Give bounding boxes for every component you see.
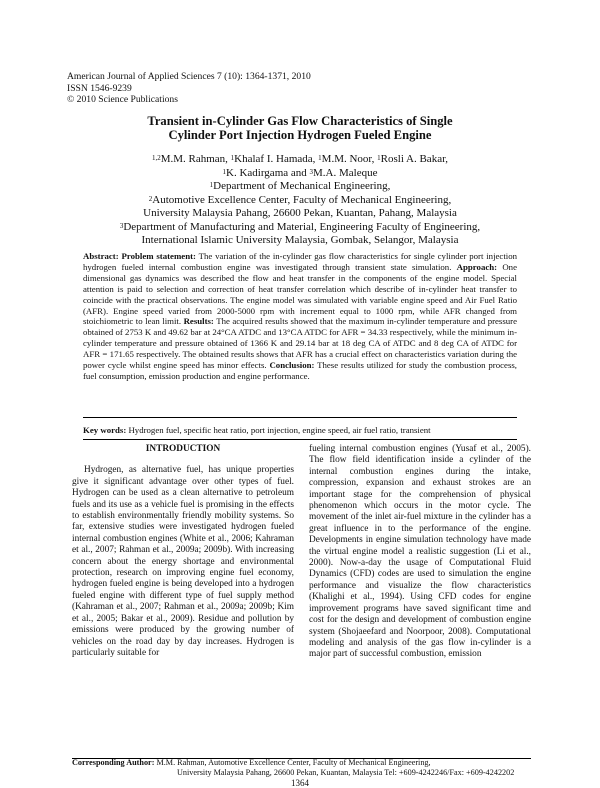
- journal-copyright: © 2010 Science Publications: [67, 94, 178, 106]
- paper-title: [80, 114, 520, 142]
- results-text: The acquired results showed that the maximum in-cylinder temperature and pressure obtained of 2753 K and 49.62 bar at 24°CA ATDC and 13°CA ATDC for AFR = 34.33 respectively, while the minimum in-cylinder temperature and pressure obtained of 1366 K and 29.14 bar at 18 deg CA of ATDC and 8 deg CA of ATDC for AFR = 171.65 respectively. The obtained results shows that AFR has a crucial effect on characteristics variation during the power cycle whilst engine speed has minor effects.: [83, 316, 518, 371]
- abstract-divider: [83, 417, 517, 418]
- corresponding-author: [72, 758, 514, 778]
- journal-citation: American Journal of Applied Sciences 7 (10): 1364-1371, 2010: [67, 71, 311, 82]
- keywords-text: Hydrogen fuel, specific heat ratio, port injection, engine speed, air fuel ratio, transient: [126, 425, 431, 435]
- section-heading-introduction: INTRODUCTION: [145, 444, 221, 454]
- keywords-divider: [83, 439, 517, 440]
- approach-label: Approach:: [456, 261, 498, 272]
- intro-paragraph-continued: fueling internal combustion engines (Yusaf et al., 2005). The flow field identification inside a cylinder of the internal combustion engines during the intake, compression, expansion and exhaust strokes are an important stage for the comprehension of physical phenomenon which occurs in the motor cycle. The movement of the inlet air-fuel mixture in the cylinder has a great influence in to the performance of the engine. Developments in engine simulation technology have made the virtual engine model a realistic suggestion (Li et al., 2000). Now-a-day the usage of Computational Fluid Dynamics (CFD) codes are used to simulation the engine performance and visualize the flow characteristics (Khalighi et al., 1994). Using CFD codes for engine improvement programs have saved significant time and cost for the design and development of combustion engine system (Shojaeefard and Noorpoor, 2008). Computational modeling and analysis of the gas flow in-cylinder is a major part of successful combustion, emission: [309, 444, 531, 660]
- author-line-1: $^{1,2}$M.M. Rahman, $^1$Khalaf I. Hamada, $^1$M.M. Noor, $^1$Rosli A. Bakar,: [151, 153, 449, 165]
- corresponding-line-2: University Malaysia Pahang, 26600 Pekan, Kuantan, Malaysia Tel: +609-4242246/Fax: +609-4242202: [177, 768, 515, 778]
- title-line-2: Cylinder Port Injection Hydrogen Fueled Engine: [168, 128, 432, 142]
- keywords: [83, 425, 517, 436]
- journal-issn: ISSN 1546-9239: [67, 82, 132, 94]
- abstract-label: Abstract:: [83, 251, 119, 261]
- body-column-left: [72, 444, 294, 659]
- conclusion-label: Conclusion:: [269, 360, 315, 371]
- affiliation-3: $^3$Department of Manufacturing and Material, Engineering Faculty of Engineering,: [119, 220, 481, 233]
- author-block: [80, 153, 520, 248]
- author-line-2: $^1$K. Kadirgama and $^3$M.A. Maleque: [222, 166, 378, 179]
- abstract: [83, 251, 517, 382]
- problem-statement-label: Problem statement:: [121, 251, 196, 261]
- keywords-label: Key words:: [83, 425, 127, 435]
- affiliation-2-address: University Malaysia Pahang, 26600 Pekan, Kuantan, Pahang, Malaysia: [143, 207, 457, 219]
- results-label: Results:: [183, 316, 214, 327]
- body-column-right: [309, 444, 531, 661]
- approach-text: One dimensional gas dynamics was described the flow and heat transfer in the components of the engine model. Special attention is paid to selection and correction of heat transfer correlation which describe of in-cylinder heat transfer to coincide with the practical observations. The engine model was simulated with variable engine speed and Air Fuel Ratio (AFR). Engine speed varied from 2000-5000 rpm with increment equal to 1000 rpm, while AFR changed from stoichiometric to lean limit.: [83, 261, 517, 327]
- title-line-1: Transient in-Cylinder Gas Flow Characteristics of Single: [147, 114, 453, 128]
- problem-statement-text: The variation of the in-cylinder gas flow characteristics for single cylinder port injection hydrogen fueled internal combustion engine was investigated through transient state simulation.: [83, 251, 518, 272]
- affiliation-3-address: International Islamic University Malaysia, Gombak, Selangor, Malaysia: [141, 234, 459, 246]
- journal-header: [67, 71, 311, 106]
- corresponding-line-1: M.M. Rahman, Automotive Excellence Center, Faculty of Mechanical Engineering,: [154, 758, 431, 767]
- affiliation-1: $^1$Department of Mechanical Engineering,: [209, 180, 391, 192]
- page-number: 1364: [291, 778, 309, 788]
- corresponding-label: Corresponding Author:: [72, 758, 155, 767]
- conclusion-text: These results utilized for study the combustion process, fuel consumption, emission production and engine performance.: [83, 360, 517, 381]
- affiliation-2: $^2$Automotive Excellence Center, Faculty of Mechanical Engineering,: [148, 193, 452, 206]
- intro-paragraph-1: Hydrogen, as alternative fuel, has unique properties give it significant advantage over other types of fuel. Hydrogen can be used as a clean alternative to petroleum fuels and its use as a vehicle fuel is promising in the effects to establish environmentally friendly mobility systems. So far, extensive studies were investigated hydrogen fueled internal combustion engines (White et al., 2006; Kahraman et al., 2007; Rahman et al., 2009a; 2009b). With increasing concern about the energy shortage and environmental protection, research on improving engine fuel economy, hydrogen fueled engine is being developed into a hydrogen fueled engine with different type of fuel supply method (Kahraman et al., 2007; Rahman et al., 2009a; 2009b; Kim et al., 2005; Bakar et al., 2009). Residue and pollution by emissions were produced by the growing number of vehicles on the road day by day increases. Hydrogen is particularly suitable for: [72, 465, 294, 658]
